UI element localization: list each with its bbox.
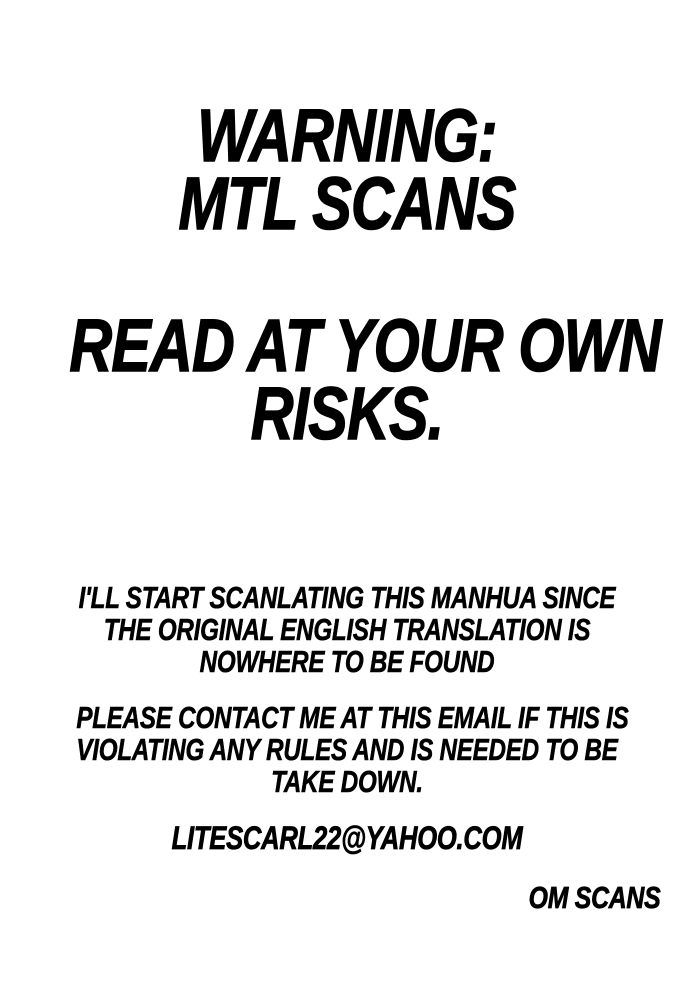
contact-note-line-1: PLEASE CONTACT ME AT THIS EMAIL IF THIS IS bbox=[76, 700, 629, 735]
contact-note bbox=[76, 700, 629, 799]
warning-heading-line-1: WARNING: bbox=[197, 94, 497, 177]
scanlation-note-line-2: THE ORIGINAL ENGLISH TRANSLATION IS bbox=[103, 612, 591, 647]
contact-note-line-2: VIOLATING ANY RULES AND IS NEEDED TO BE bbox=[76, 732, 618, 767]
contact-email: LITESCARL22@YAHOO.COM bbox=[171, 820, 523, 856]
risk-heading-line-2: RISKS. bbox=[250, 372, 444, 455]
scanlation-note-line-3: NOWHERE TO BE FOUND bbox=[199, 644, 495, 679]
scanlation-note bbox=[76, 582, 617, 678]
scanlation-note-line-1: I'LL START SCANLATING THIS MANHUA SINCE bbox=[78, 580, 616, 615]
risk-heading bbox=[69, 304, 661, 455]
warning-heading-line-2: MTL SCANS bbox=[178, 162, 516, 245]
risk-heading-line-1: READ AT YOUR OWN bbox=[69, 304, 661, 387]
group-credit: OM SCANS bbox=[528, 880, 661, 915]
contact-note-line-3: TAKE DOWN. bbox=[271, 764, 423, 799]
warning-heading bbox=[69, 94, 624, 245]
